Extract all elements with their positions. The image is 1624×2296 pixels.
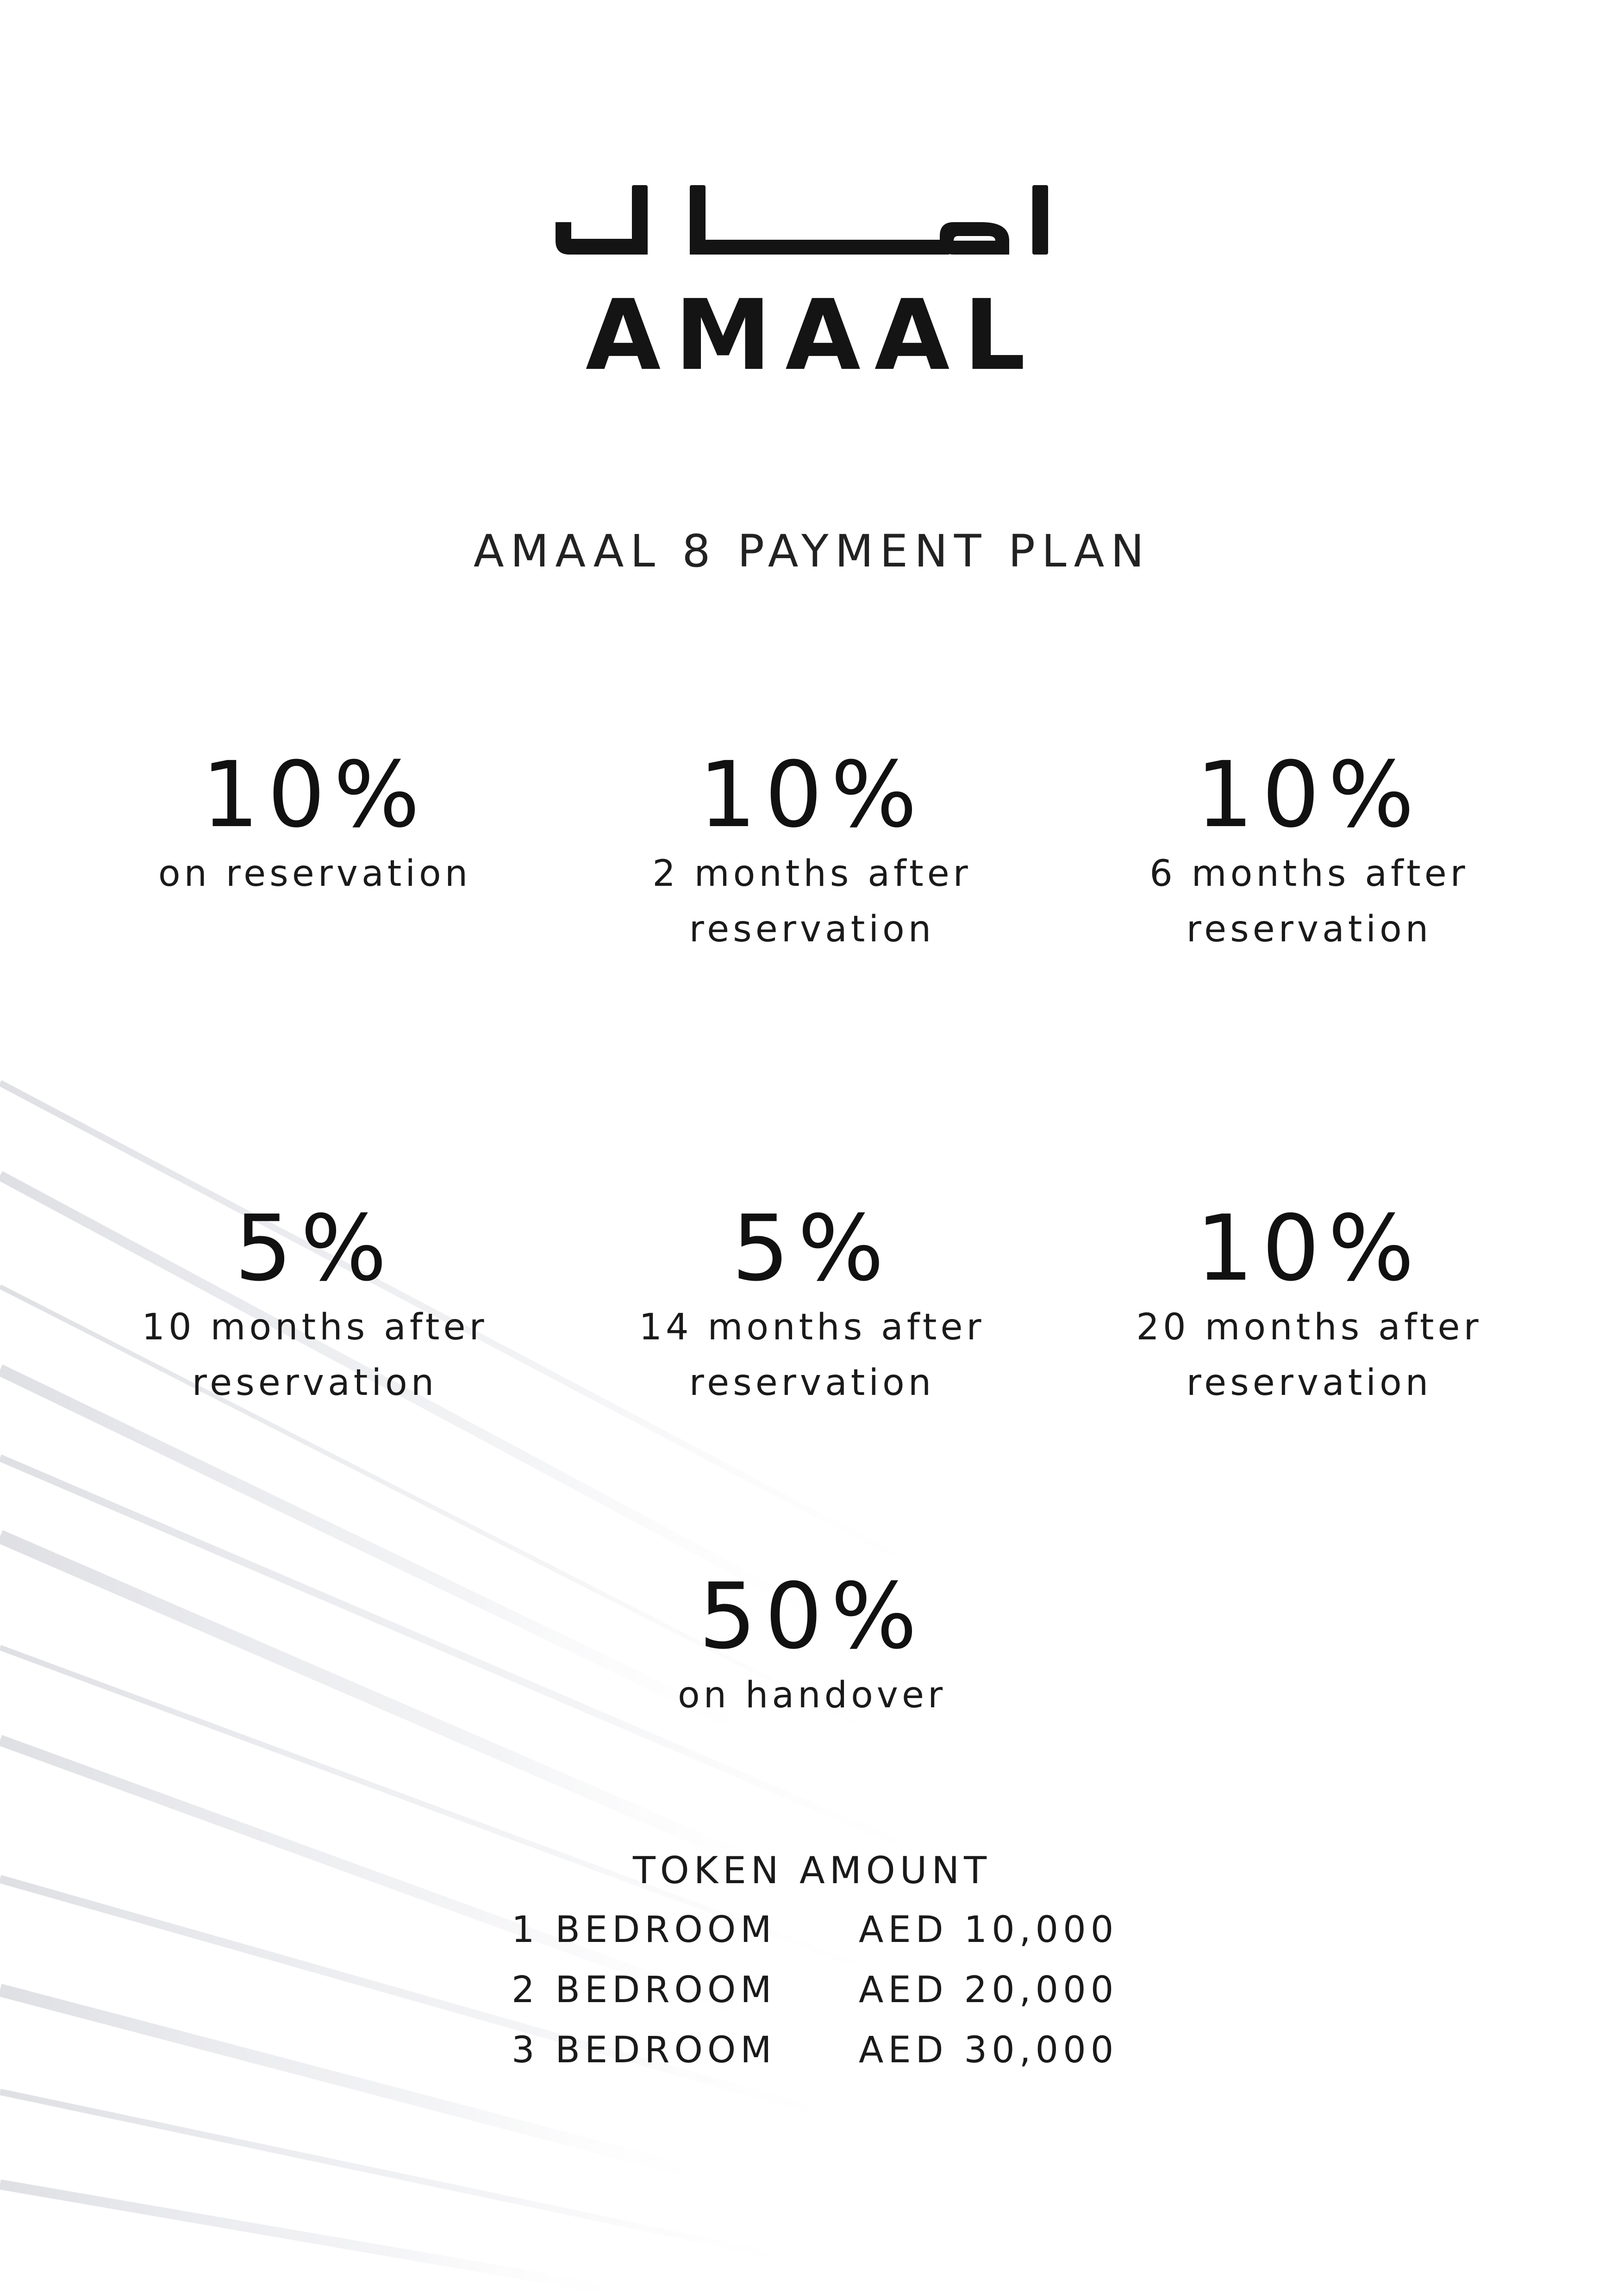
- installment-percent: 10%: [201, 742, 428, 848]
- token-amount: AED 10,000: [859, 1909, 1118, 1951]
- token-row: [512, 1909, 1123, 1969]
- installment-description: 2 months after reservation: [652, 853, 972, 950]
- installment-percent: 50%: [699, 1564, 925, 1669]
- amaal-arabic-logo-mark: [551, 171, 1069, 287]
- installment-description: 14 months after reservation: [639, 1307, 985, 1404]
- installment-percent: 5%: [234, 1196, 395, 1301]
- installment-description: 20 months after reservation: [1136, 1307, 1482, 1404]
- token-amount-section: [0, 1849, 1624, 1892]
- installment-description: on reservation: [158, 853, 472, 895]
- page-title: AMAAL 8 PAYMENT PLAN: [473, 525, 1151, 577]
- token-amount: AED 20,000: [859, 1969, 1118, 2011]
- installment-percent: 10%: [699, 742, 925, 848]
- token-unit: 2 BEDROOM: [512, 1969, 776, 2011]
- token-unit: 3 BEDROOM: [512, 2029, 776, 2071]
- token-row: [512, 2029, 1123, 2090]
- token-amount: AED 30,000: [859, 2029, 1118, 2071]
- token-row: [512, 1969, 1123, 2029]
- installment-6: [1078, 1196, 1541, 1411]
- installment-2: [581, 742, 1043, 957]
- installment-percent: 5%: [731, 1196, 893, 1301]
- installment-description: 10 months after reservation: [142, 1307, 488, 1404]
- installment-percent: 10%: [1196, 742, 1423, 848]
- installment-description: on handover: [677, 1674, 947, 1716]
- installment-1: [83, 742, 546, 902]
- installment-percent: 10%: [1196, 1196, 1423, 1301]
- token-unit: 1 BEDROOM: [512, 1909, 776, 1951]
- token-amount-title: TOKEN AMOUNT: [632, 1849, 992, 1892]
- installment-3: [1078, 742, 1541, 957]
- token-amount-table: [512, 1909, 1123, 2090]
- installment-5: [581, 1196, 1043, 1411]
- amaal-logo: [546, 157, 1079, 392]
- installment-7: [581, 1564, 1043, 1723]
- amaal-english-wordmark: AMAAL: [585, 279, 1040, 392]
- installment-4: [83, 1196, 546, 1411]
- installment-description: 6 months after reservation: [1149, 853, 1469, 950]
